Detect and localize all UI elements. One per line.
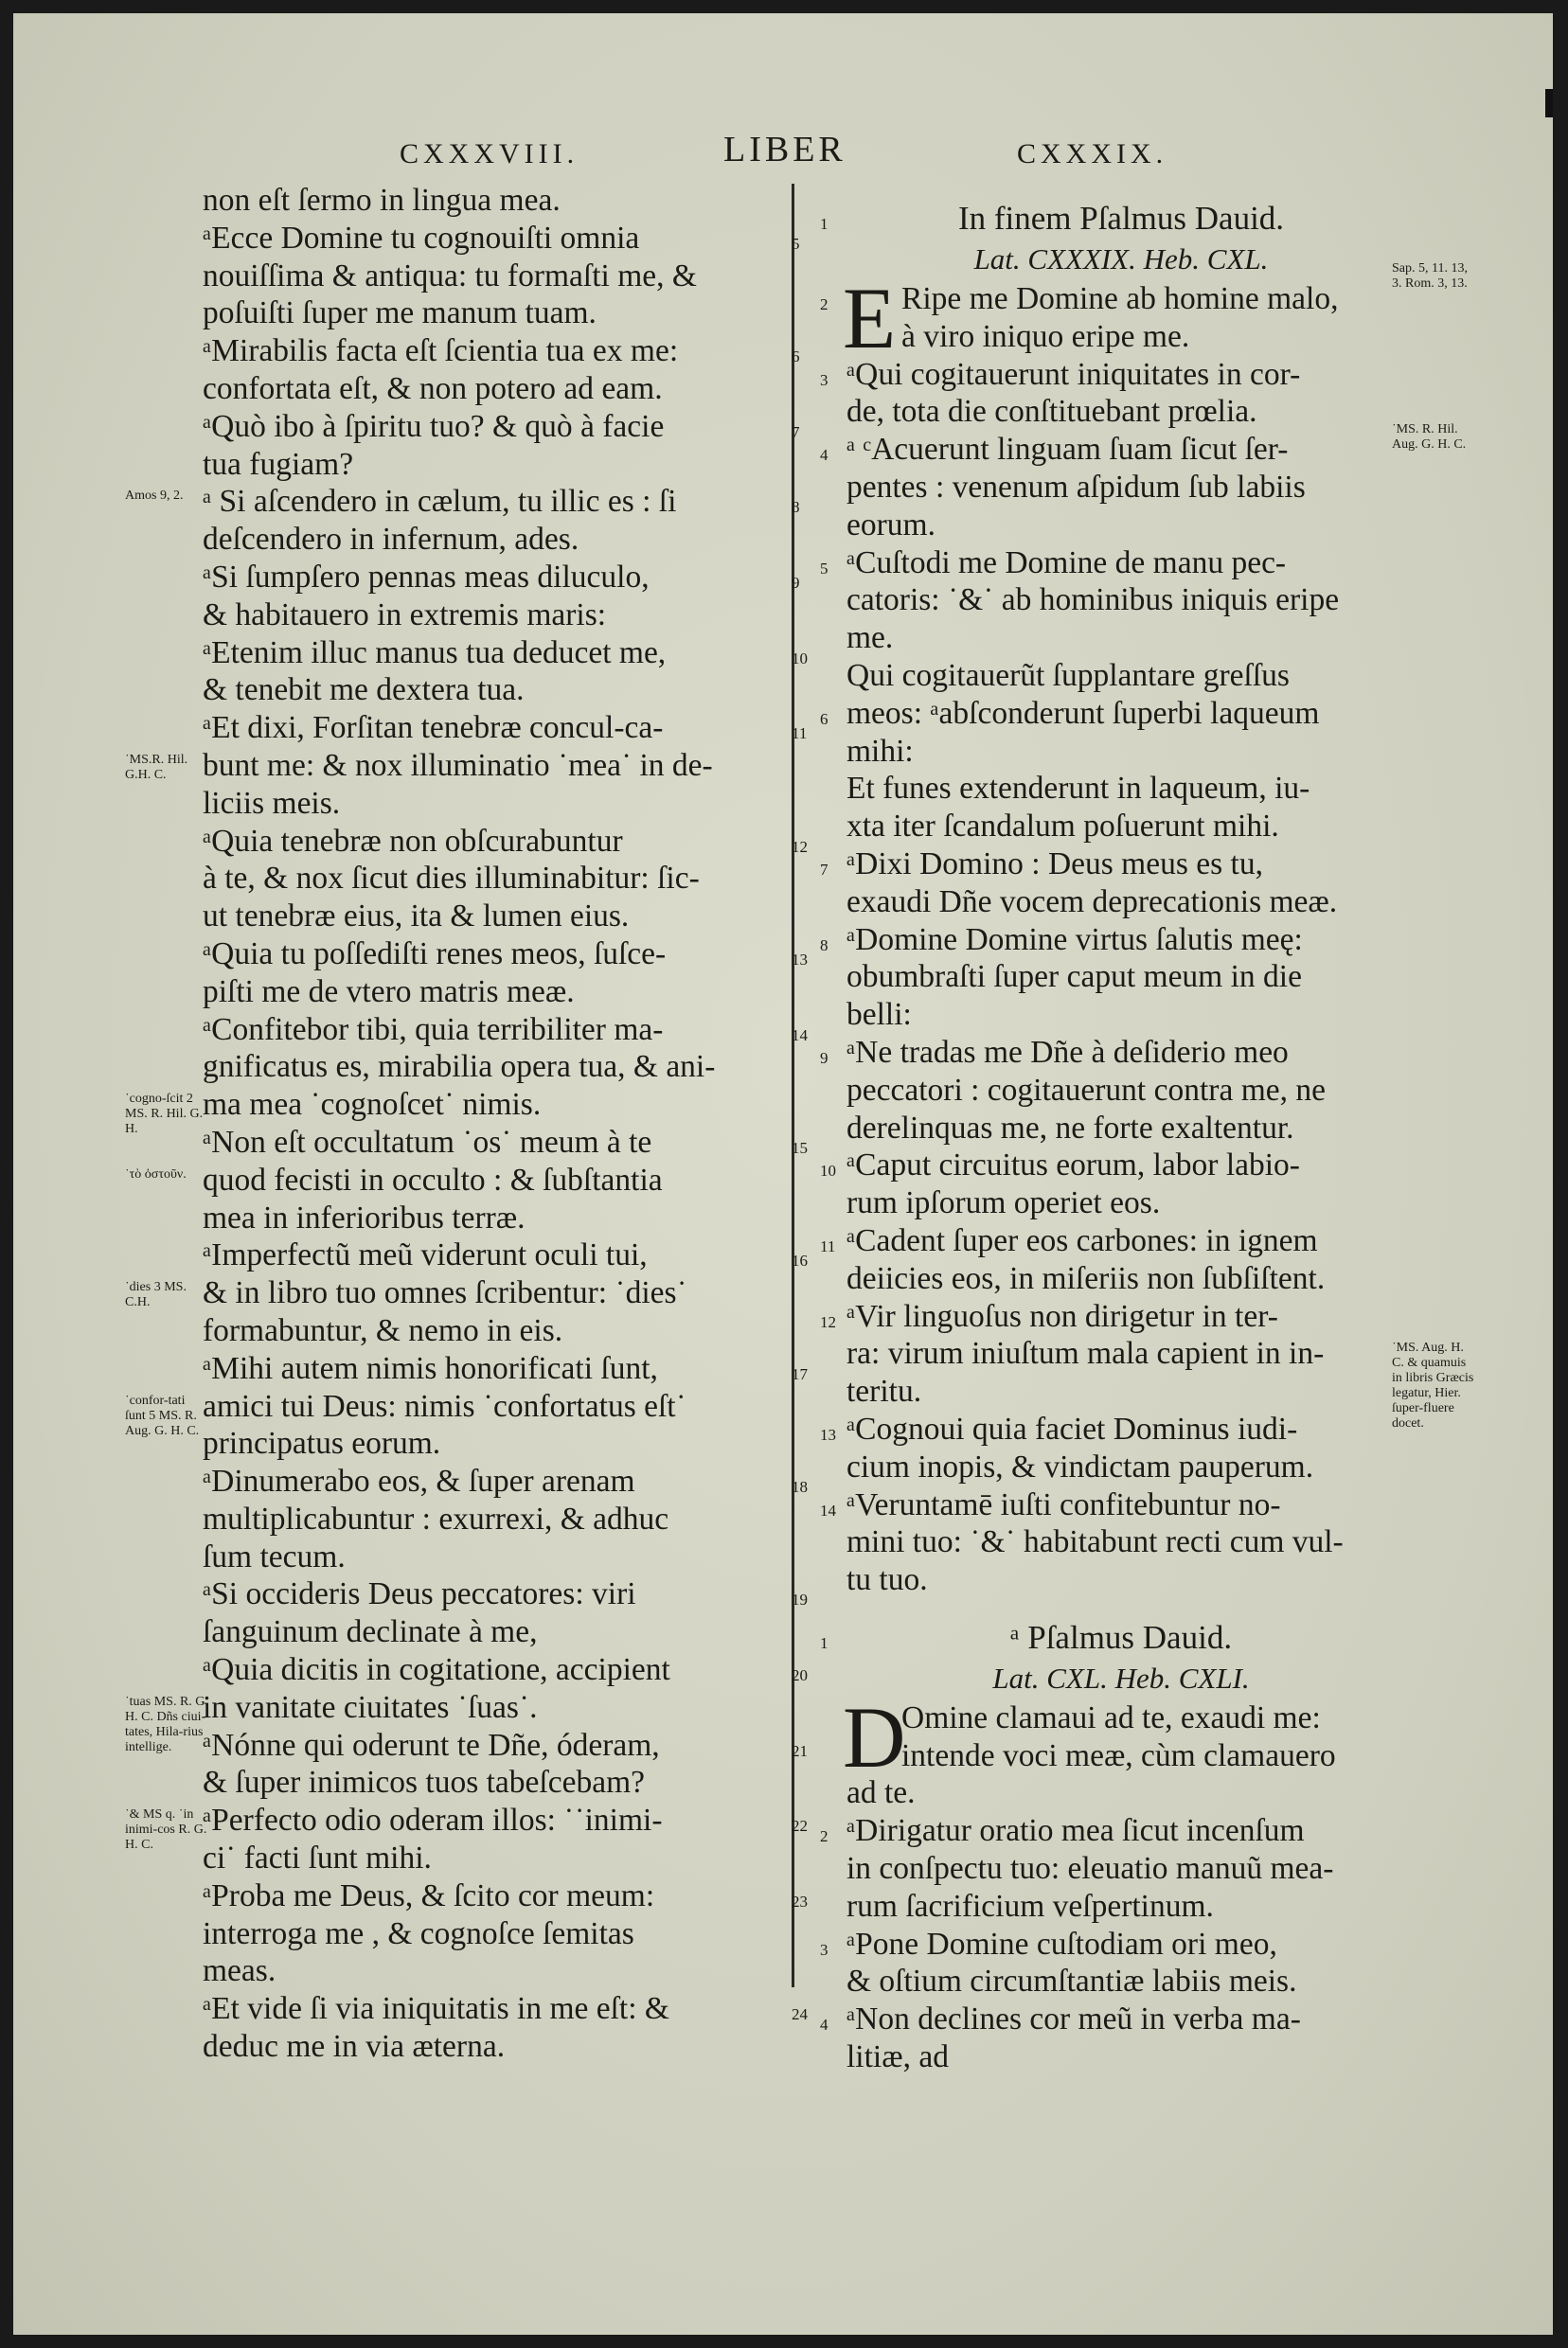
verse-line — [846, 1774, 1396, 1812]
psalm-body — [820, 270, 1396, 1599]
verse-text: de, tota die conſtituebant prœlia. — [846, 394, 1257, 430]
verse-text: ᵃQuia tenebræ non obſcurabuntur — [203, 823, 623, 859]
book-page — [13, 13, 1553, 2335]
verse-text: gnificatus es, mirabilia opera tua, & ani- — [203, 1049, 716, 1085]
psalm-body — [820, 1688, 1396, 2076]
verse-line — [203, 823, 808, 861]
verse-number: 16 — [792, 1252, 808, 1271]
verse-line — [820, 2001, 1396, 2038]
verse-number: 12 — [820, 1312, 836, 1331]
verse-text: belli: — [846, 997, 912, 1033]
verse-number: 4 — [820, 446, 829, 465]
verse-text: ᵃCognoui quia faciet Dominus iudi- — [846, 1411, 1298, 1447]
verse-text: poſuiſti ſuper me manum tuam. — [203, 295, 597, 331]
verse-text: ᵃEcce Domine tu cognouiſti omnia — [203, 220, 640, 256]
psalm-title-text: ᵃ Pſalmus Dauid. — [1009, 1618, 1233, 1656]
page-edge-tab — [1545, 89, 1553, 117]
verse-text: teritu. — [846, 1374, 922, 1410]
verse-text: tua fugiam? — [203, 446, 354, 482]
verse-text: me. — [846, 620, 894, 656]
verse-line — [846, 770, 1396, 808]
verse-text: mea in inferioribus terræ. — [203, 1200, 526, 1236]
verse-line — [820, 1034, 1396, 1072]
right-column-psalm-text — [820, 199, 1396, 2076]
verse-line — [820, 544, 1396, 582]
verse-text: ᵃDomine Domine virtus ſalutis meę: — [846, 921, 1303, 957]
verse-line — [846, 581, 1396, 619]
verse-text: ᵃQuia dicitis in cogitatione, accipient — [203, 1652, 670, 1688]
verse-text: ᵃQuia tu poſſediſti renes meos, ſuſce- — [203, 935, 667, 971]
margin-note: ˙MS.R. Hil. G.H. C. — [125, 753, 188, 782]
verse-line — [203, 483, 800, 521]
verse-line — [820, 1486, 1396, 1524]
verse-text: in conſpectu tuo: eleuatio manuũ mea- — [846, 1851, 1334, 1887]
verse-text: ᵃ ᶜAcuerunt linguam ſuam ſicut ſer- — [846, 432, 1289, 468]
verse-text: in vanitate ciuitates ˙ſuas˙. — [203, 1689, 538, 1725]
verse-text: ma mea ˙cognoſcet˙ nimis. — [203, 1087, 542, 1123]
verse-text: ᵃMirabilis facta eſt ſcientia tua ex me: — [203, 333, 679, 369]
verse-line — [203, 1539, 786, 1576]
verse-text: rum ſacrificium veſpertinum. — [846, 1888, 1214, 1924]
margin-note: Sap. 5, 11. 13, 3. Rom. 3, 13. — [1392, 261, 1468, 291]
psalm-numbering: Lat. CXL. Heb. CXLI. — [992, 1661, 1250, 1695]
verse-line — [203, 1086, 786, 1124]
verse-text: ᵃCaput circuitus eorum, labor labio- — [846, 1147, 1300, 1183]
margin-note: ˙& MS q. ˙in inimi-cos R. G. H. C. — [125, 1807, 207, 1853]
verse-text: litiæ, ad — [846, 2039, 949, 2075]
verse-number: 7 — [792, 422, 800, 441]
verse-number: 9 — [792, 573, 800, 592]
verse-number: 11 — [820, 1236, 836, 1255]
verse-text: bunt me: & nox illuminatio ˙mea˙ in de- — [203, 747, 713, 783]
left-column-psalm-text — [203, 182, 808, 2066]
verse-text: mihi: — [846, 733, 914, 769]
verse-number: 19 — [792, 1591, 808, 1610]
verse-line — [203, 1501, 786, 1539]
verse-text: quod fecisti in occulto : & ſubſtantia — [203, 1162, 663, 1198]
margin-note: ˙τὸ ὀστοῦν. — [125, 1166, 187, 1182]
drop-capital: E — [843, 270, 897, 366]
verse-text: rum ipſorum operiet eos. — [846, 1185, 1161, 1221]
verse-number: 1 — [820, 215, 829, 233]
verse-line — [203, 935, 808, 973]
verse-text: à te, & nox ſicut dies illuminabitur: ſic- — [203, 861, 700, 897]
psalm-title — [820, 1618, 1396, 1658]
column-divider — [792, 184, 794, 1987]
verse-line — [846, 1963, 1396, 2001]
verse-number: 24 — [792, 2005, 808, 2024]
verse-number: 14 — [792, 1025, 808, 1044]
verse-line — [846, 1523, 1396, 1561]
verse-text: formabuntur, & nemo in eis. — [203, 1312, 563, 1348]
verse-line — [203, 1952, 786, 1990]
verse-line — [203, 1727, 808, 1765]
verse-text: ᵃNon declines cor meũ in verba ma- — [846, 2001, 1301, 2037]
verse-number: 1 — [820, 1633, 829, 1652]
verse-line — [846, 2038, 1396, 2076]
verse-text: xta iter ſcandalum poſuerunt mihi. — [846, 809, 1279, 845]
running-header — [13, 125, 1553, 182]
verse-text: ad te. — [846, 1775, 916, 1811]
verse-number: 3 — [820, 1940, 829, 1959]
psalm-title — [820, 199, 1396, 239]
verse-line — [203, 634, 808, 672]
verse-text: non eſt ſermo in lingua mea. — [203, 183, 561, 218]
verse-number: 9 — [820, 1048, 829, 1067]
verse-text: catoris: ˙&˙ ab hominibus iniquis eripe — [846, 582, 1340, 618]
verse-number: 18 — [792, 1478, 808, 1497]
verse-line — [203, 860, 786, 898]
verse-number: 7 — [820, 860, 829, 879]
verse-number: 14 — [820, 1501, 836, 1520]
verse-line — [203, 1274, 786, 1312]
verse-text: nouiſſima & antiqua: tu formaſti me, & — [203, 258, 697, 294]
verse-text: ᵃMihi autem nimis honorificati ſunt, — [203, 1350, 658, 1386]
verse-text: ᵃSi occideris Deus peccatores: viri — [203, 1576, 636, 1612]
verse-line — [203, 596, 786, 634]
verse-number: 17 — [792, 1364, 808, 1383]
verse-line — [203, 1802, 808, 1840]
verse-text: ſum tecum. — [203, 1539, 346, 1574]
verse-line — [820, 431, 1396, 469]
verse-text: pentes : venenum aſpidum ſub labiis — [846, 469, 1306, 505]
verse-number: 2 — [820, 295, 829, 313]
verse-line — [203, 1124, 808, 1162]
verse-line — [820, 1812, 1396, 1850]
verse-text: & oſtium circumſtantiæ labiis meis. — [846, 1964, 1297, 2000]
verse-number: 22 — [792, 1817, 808, 1836]
verse-number: 2 — [820, 1827, 829, 1846]
verse-line — [846, 1737, 1396, 1775]
verse-number: 5 — [820, 559, 829, 578]
verse-text: & ſuper inimicos tuos tabeſcebam? — [203, 1765, 646, 1801]
verse-line — [846, 1260, 1396, 1298]
verse-text: obumbraſti ſuper caput meum in die — [846, 959, 1302, 995]
verse-line — [203, 446, 786, 484]
verse-line — [846, 1850, 1396, 1888]
margin-note: ˙confor-tati ſunt 5 MS. R. Aug. G. H. C. — [125, 1393, 200, 1438]
verse-line — [203, 898, 786, 935]
verse-line — [820, 1147, 1396, 1184]
verse-line — [203, 785, 786, 823]
verse-text: ᵃNónne qui oderunt te Dñe, óderam, — [203, 1727, 660, 1763]
verse-text: à viro iniquo eripe me. — [901, 318, 1190, 354]
verse-line — [846, 1449, 1396, 1486]
verse-line — [203, 1162, 786, 1200]
verse-line — [846, 657, 1396, 695]
verse-text: eorum. — [846, 507, 935, 543]
verse-text: ᵃEt vide ſi via iniquitatis in me eſt: & — [203, 1991, 669, 2027]
verse-text: ut tenebræ eius, ita & lumen eius. — [203, 898, 630, 934]
verse-text: peccatori : cogitauerunt contra me, ne — [846, 1072, 1326, 1108]
verse-number: 12 — [792, 837, 808, 856]
verse-number: 13 — [820, 1425, 836, 1444]
verse-line — [820, 695, 1396, 733]
verse-line — [846, 469, 1396, 507]
verse-text: ᵃCadent ſuper eos carbones: in ignem — [846, 1222, 1318, 1258]
verse-line — [203, 332, 800, 370]
verse-text: ci˙ facti ſunt mihi. — [203, 1841, 432, 1877]
verse-line — [203, 521, 786, 559]
verse-text: ᵃQuò ibo à ſpiritu tuo? & quò à facie — [203, 408, 665, 444]
verse-number: 6 — [792, 347, 800, 366]
verse-text: ᵃCuſtodi me Domine de manu pec- — [846, 544, 1287, 580]
verse-text: & in libro tuo omnes ſcribentur: ˙dies˙ — [203, 1275, 687, 1311]
verse-number: 10 — [792, 649, 808, 667]
verse-line — [846, 1335, 1396, 1373]
verse-text: liciis meis. — [203, 785, 341, 821]
verse-line — [820, 1298, 1396, 1336]
verse-text: ᵃDinumerabo eos, & ſuper arenam — [203, 1464, 635, 1500]
verse-text: ᵃNe tradas me Dñe à deſiderio meo — [846, 1034, 1289, 1070]
verse-line — [820, 280, 1396, 318]
verse-text: exaudi Dñe vocem deprecationis meæ. — [846, 883, 1338, 919]
verse-text: multiplicabuntur : exurrexi, & adhuc — [203, 1501, 669, 1537]
verse-text: meos: ᵃabſconderunt ſuperbi laqueum — [846, 695, 1320, 731]
verse-line — [846, 883, 1396, 921]
verse-line — [203, 2028, 786, 2066]
verse-line — [203, 1011, 808, 1049]
verse-text: piſti me de vtero matris meæ. — [203, 973, 575, 1009]
verse-line — [203, 1915, 786, 1953]
verse-line — [203, 1236, 808, 1274]
verse-line — [203, 1990, 808, 2028]
verse-line — [203, 559, 800, 596]
verse-text: ᵃConfitebor tibi, quia terribiliter ma- — [203, 1011, 664, 1047]
verse-line — [203, 1613, 786, 1651]
verse-line — [203, 370, 786, 408]
verse-text: ᵃPerfecto odio oderam illos: ˙˙inimi- — [203, 1803, 663, 1839]
verse-text: ᵃEt dixi, Forſitan tenebræ concul-ca- — [203, 710, 664, 746]
running-title: LIBER — [723, 130, 846, 169]
verse-number: 8 — [792, 498, 800, 517]
left-folio-number: CXXXVIII. — [400, 138, 579, 169]
verse-line — [846, 619, 1396, 657]
verse-number: 6 — [820, 709, 829, 728]
verse-line — [203, 1388, 786, 1426]
psalm-title-text: In finem Pſalmus Dauid. — [957, 200, 1285, 237]
verse-number: 8 — [820, 935, 829, 954]
verse-text: & habitauero in extremis maris: — [203, 596, 607, 632]
verse-line — [203, 1048, 786, 1086]
verse-line — [846, 393, 1396, 431]
verse-line — [203, 1689, 786, 1727]
verse-line — [203, 709, 808, 747]
verse-line — [820, 1222, 1396, 1260]
verse-text: ᵃEtenim illuc manus tua deducet me, — [203, 634, 667, 670]
verse-text: mini tuo: ˙&˙ habitabunt recti cum vul- — [846, 1524, 1344, 1560]
verse-line — [846, 733, 1396, 771]
margin-note: ˙MS. R. Hil. Aug. G. H. C. — [1392, 422, 1467, 452]
verse-number: 5 — [792, 234, 800, 253]
margin-note: ˙tuas MS. R. G. H. C. Dñs ciui-tates, Hila-rius intellige. — [125, 1695, 208, 1754]
verse-line — [203, 408, 800, 446]
verse-text: ᵃPone Domine cuſtodiam ori meo, — [846, 1926, 1277, 1962]
verse-text: ᵃProba me Deus, & ſcito cor meum: — [203, 1877, 655, 1913]
verse-line — [846, 507, 1396, 544]
verse-number: 4 — [820, 2016, 829, 2035]
verse-line — [203, 1575, 808, 1613]
verse-text: ᵃDirigatur oratio mea ſicut incenſum — [846, 1813, 1305, 1849]
verse-text: Ripe me Domine ab homine malo, — [901, 281, 1339, 316]
margin-note: ˙cogno-ſcit 2 MS. R. Hil. G. H. — [125, 1092, 204, 1137]
verse-line — [846, 1072, 1396, 1110]
verse-text: ᵃSi ſumpſero pennas meas diluculo, — [203, 559, 650, 595]
verse-text: ᵃNon eſt occultatum ˙os˙ meum à te — [203, 1124, 652, 1160]
verse-text: amici tui Deus: nimis ˙confortatus eſt˙ — [203, 1388, 686, 1424]
verse-text: tu tuo. — [846, 1562, 928, 1598]
verse-text: ra: virum iniuſtum mala capient in in- — [846, 1336, 1325, 1372]
verse-text: principatus eorum. — [203, 1426, 441, 1462]
verse-line — [203, 1840, 786, 1877]
drop-capital: D — [843, 1688, 906, 1786]
verse-number: 13 — [792, 950, 808, 969]
verse-line — [203, 1200, 786, 1237]
verse-number: 21 — [792, 1741, 808, 1760]
margin-note: ˙MS. Aug. H. C. & quamuis in libris Græcis legatur, Hier. ſuper-fluere docet. — [1392, 1341, 1474, 1431]
verse-line — [203, 1350, 808, 1388]
verse-line — [846, 1888, 1396, 1926]
verse-line — [203, 1877, 808, 1915]
verse-text: deſcendero in infernum, ades. — [203, 522, 579, 558]
verse-line — [846, 1110, 1396, 1147]
verse-number: 23 — [792, 1892, 808, 1911]
verse-number: 11 — [792, 724, 808, 743]
verse-line — [203, 1463, 808, 1501]
verse-line — [846, 1699, 1396, 1737]
verse-text: Omine clamaui ad te, exaudi me: — [901, 1699, 1321, 1735]
verse-text: meas. — [203, 1953, 276, 1989]
verse-line — [820, 845, 1396, 883]
verse-text: interroga me , & cognoſce ſemitas — [203, 1915, 634, 1951]
verse-line — [203, 220, 800, 258]
verse-line — [820, 1411, 1396, 1449]
verse-number: 15 — [792, 1138, 808, 1157]
verse-text: ᵃImperfectũ meũ viderunt oculi tui, — [203, 1237, 648, 1273]
verse-line — [820, 921, 1396, 959]
verse-line — [203, 258, 786, 295]
verse-line — [820, 1926, 1396, 1964]
verse-line — [846, 958, 1396, 996]
verse-text: & tenebit me dextera tua. — [203, 672, 525, 708]
right-folio-number: CXXXIX. — [1017, 138, 1168, 169]
verse-line — [203, 1425, 786, 1463]
verse-line — [846, 808, 1396, 845]
verse-text: ᵃQui cogitauerunt iniquitates in cor- — [846, 356, 1301, 392]
verse-text: intende voci meæ, cùm clamauero — [901, 1737, 1336, 1773]
verse-text: Qui cogitauerũt ſupplantare greſſus — [846, 657, 1290, 693]
verse-text: cium inopis, & vindictam pauperum. — [846, 1449, 1314, 1485]
verse-text: ſanguinum declinate à me, — [203, 1614, 538, 1650]
verse-text: deiicies eos, in miſeriis non ſubſiſtent. — [846, 1260, 1326, 1296]
verse-line — [203, 1764, 786, 1802]
verse-line — [846, 1184, 1396, 1222]
verse-line — [203, 294, 786, 332]
verse-line — [846, 318, 1396, 356]
verse-number: 3 — [820, 370, 829, 389]
margin-note: ˙dies 3 MS. C.H. — [125, 1280, 187, 1310]
verse-line — [203, 747, 786, 785]
verse-line — [846, 1561, 1396, 1599]
verse-text: ᵃVeruntamē iuſti confitebuntur no- — [846, 1486, 1281, 1522]
verse-text: ᵃDixi Domino : Deus meus es tu, — [846, 845, 1263, 881]
verse-line — [203, 671, 786, 709]
verse-number: 20 — [792, 1666, 808, 1685]
verse-line — [846, 996, 1396, 1034]
verse-text: deduc me in via æterna. — [203, 2029, 506, 2065]
verse-text: confortata eſt, & non potero ad eam. — [203, 370, 663, 406]
verse-line — [203, 1312, 786, 1350]
verse-text: derelinquas me, ne forte exaltentur. — [846, 1110, 1294, 1146]
verse-number: 10 — [820, 1162, 836, 1181]
margin-note: Amos 9, 2. — [125, 489, 184, 504]
verse-text: ᵃ Si aſcendero in cælum, tu illic es : ſi — [203, 484, 677, 520]
verse-line — [846, 1373, 1396, 1411]
verse-line — [203, 182, 786, 220]
verse-line — [203, 973, 786, 1011]
psalm-numbering: Lat. CXXXIX. Heb. CXL. — [973, 242, 1269, 276]
verse-text: ᵃVir linguoſus non dirigetur in ter- — [846, 1298, 1278, 1334]
verse-line — [820, 356, 1396, 394]
verse-line — [203, 1651, 808, 1689]
verse-text: Et funes extenderunt in laqueum, iu- — [846, 771, 1310, 807]
